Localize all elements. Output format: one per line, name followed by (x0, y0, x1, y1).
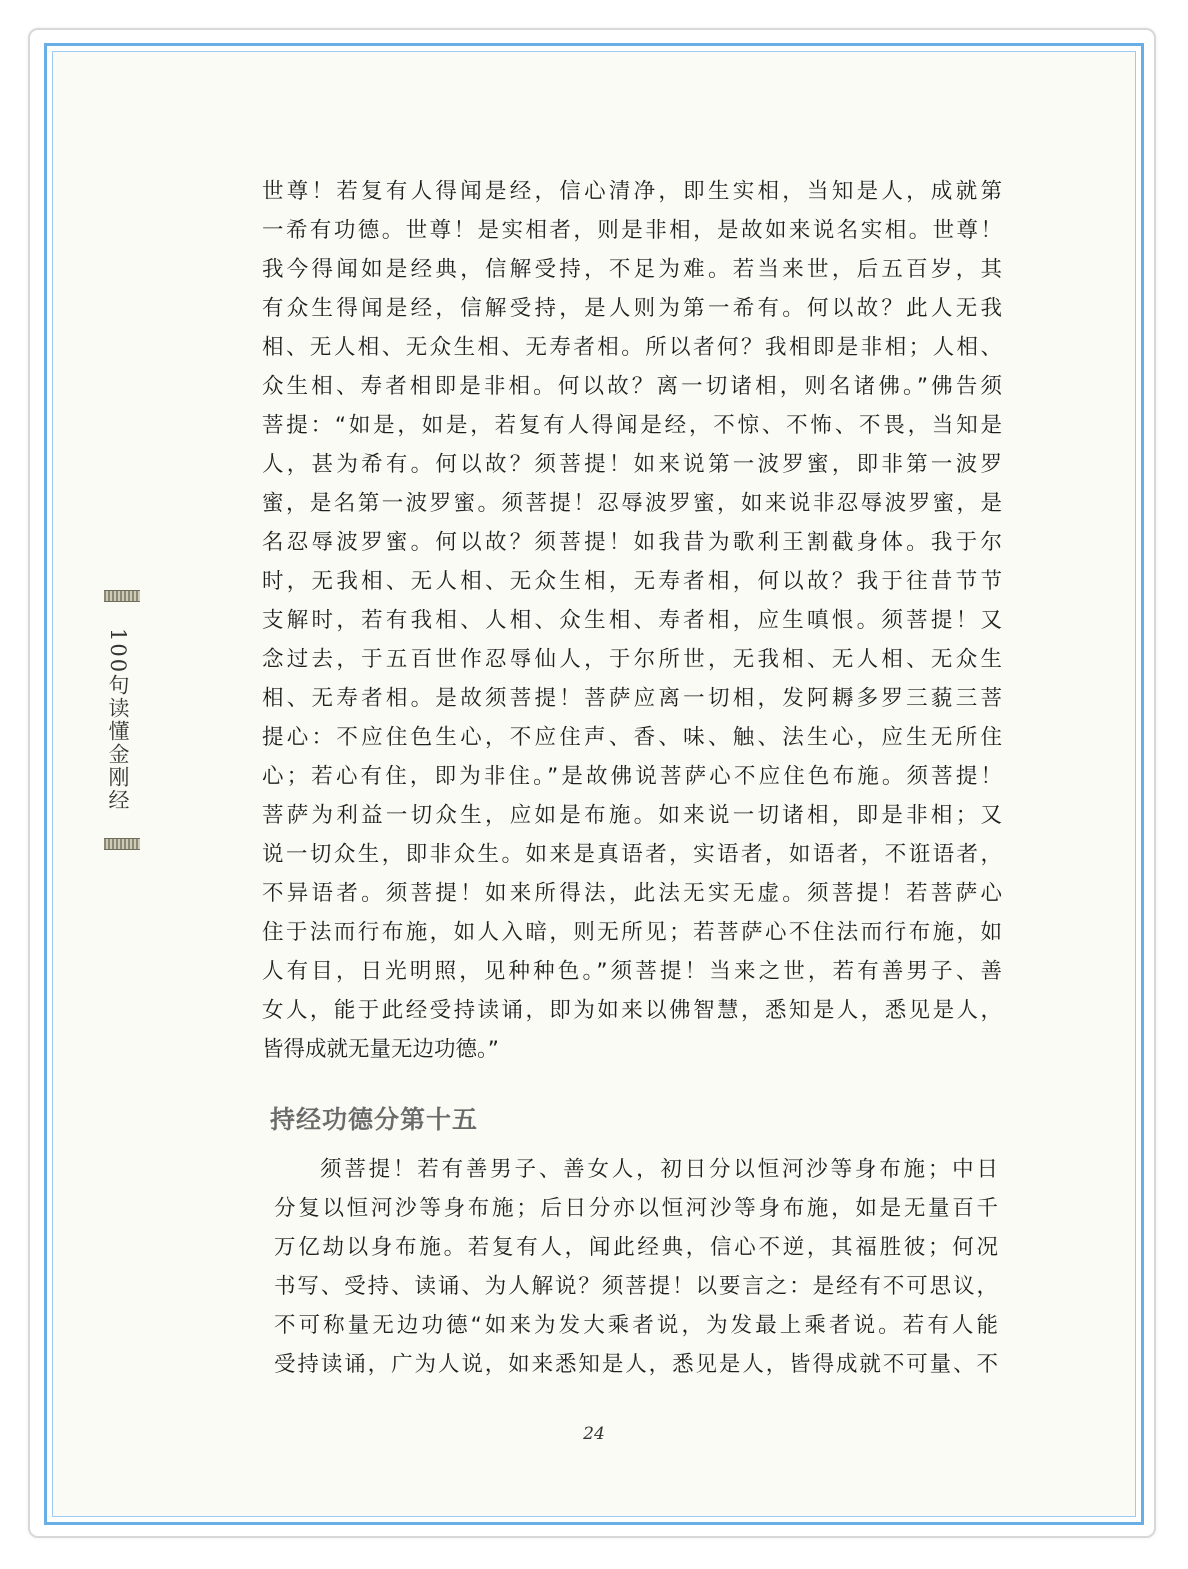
body-line: 提心：不应住色生心，不应住声、香、味、触、法生心，应生无所住 (262, 725, 1002, 750)
body-line: 相、无寿者相。是故须菩提！菩萨应离一切相，发阿耨多罗三藐三菩 (262, 686, 1002, 711)
section-heading: 持经功德分第十五 (270, 1105, 479, 1134)
body-line: 住于法而行布施，如人入暗，则无所见；若菩萨心不住法而行布施，如 (262, 920, 1002, 945)
body-line: 菩提：“如是，如是，若复有人得闻是经，不惊、不怖、不畏，当知是 (262, 413, 1002, 438)
body-line: 菩萨为利益一切众生，应如是布施。如来说一切诸相，即是非相；又 (262, 803, 1002, 828)
section-line: 分复以恒河沙等身布施；后日分亦以恒河沙等身布施，如是无量百千 (274, 1196, 998, 1221)
body-line: 相、无人相、无众生相、无寿者相。所以者何？我相即是非相；人相、 (262, 335, 1002, 360)
body-text (262, 172, 1002, 1069)
body-line: 心；若心有住，即为非住。”是故佛说菩萨心不应住色布施。须菩提！ (262, 764, 1002, 789)
section-line: 不可称量无边功德“如来为发大乘者说，为发最上乘者说。若有人能 (274, 1313, 998, 1338)
body-line: 不异语者。须菩提！如来所得法，此法无实无虚。须菩提！若菩萨心 (262, 881, 1002, 906)
body-line: 蜜，是名第一波罗蜜。须菩提！忍辱波罗蜜，如来说非忍辱波罗蜜，是 (262, 491, 1002, 516)
body-line: 说一切众生，即非众生。如来是真语者，实语者，如语者，不诳语者， (262, 842, 1002, 867)
body-line: 有众生得闻是经，信解受持，是人则为第一希有。何以故？此人无我 (262, 296, 1002, 321)
body-line: 时，无我相、无人相、无众生相，无寿者相，何以故？我于往昔节节 (262, 569, 1002, 594)
section-text (274, 1150, 998, 1384)
section-line: 须菩提！若有善男子、善女人，初日分以恒河沙等身布施；中日 (320, 1157, 998, 1182)
ornament-bottom-icon (104, 838, 140, 850)
body-line: 世尊！若复有人得闻是经，信心清净，即生实相，当知是人，成就第 (262, 179, 1002, 204)
body-line: 众生相、寿者相即是非相。何以故？离一切诸相，则名诸佛。”佛告须 (262, 374, 1002, 399)
body-line: 女人，能于此经受持读诵，即为如来以佛智慧，悉知是人，悉见是人， (262, 998, 1002, 1023)
section-line: 受持读诵，广为人说，如来悉知是人，悉见是人，皆得成就不可量、不 (274, 1352, 998, 1377)
body-line: 皆得成就无量无边功德。” (262, 1037, 499, 1062)
side-title (98, 588, 144, 858)
section-line: 万亿劫以身布施。若复有人，闻此经典，信心不逆，其福胜彼；何况 (274, 1235, 998, 1260)
body-line: 一希有功德。世尊！是实相者，则是非相，是故如来说名实相。世尊！ (262, 218, 1002, 243)
body-line: 人，甚为希有。何以故？须菩提！如来说第一波罗蜜，即非第一波罗 (262, 452, 1002, 477)
page-number: 24 (583, 1424, 605, 1444)
ornament-top-icon (104, 590, 140, 602)
body-line: 名忍辱波罗蜜。何以故？须菩提！如我昔为歌利王割截身体。我于尔 (262, 530, 1002, 555)
body-line: 我今得闻如是经典，信解受持，不足为难。若当来世，后五百岁，其 (262, 257, 1002, 282)
body-line: 念过去，于五百世作忍辱仙人，于尔所世，无我相、无人相、无众生 (262, 647, 1002, 672)
side-title-text: 100句读懂金刚经 (106, 628, 130, 813)
body-line: 支解时，若有我相、人相、众生相、寿者相，应生嗔恨。须菩提！又 (262, 608, 1002, 633)
body-line: 人有目，日光明照，见种种色。”须菩提！当来之世，若有善男子、善 (262, 959, 1002, 984)
section-line: 书写、受持、读诵、为人解说？须菩提！以要言之：是经有不可思议， (274, 1274, 998, 1299)
